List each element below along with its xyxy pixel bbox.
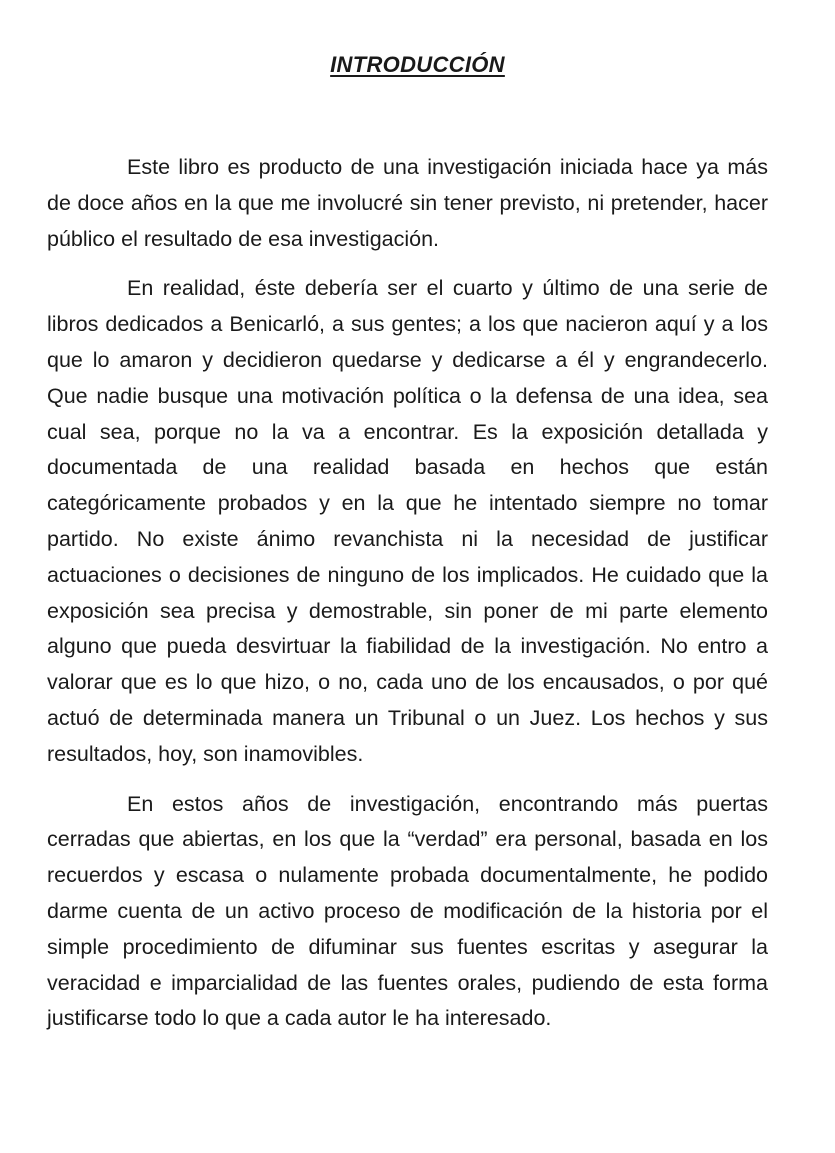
paragraph-2: En realidad, éste debería ser el cuarto y último de una serie de libros dedicados a Benicarló, a sus gentes; a los que nacieron aquí y a los que lo amaron y decidieron quedarse y dedicarse a él y engrandecerlo. Que nadie busque una motivación política o la defensa de una idea, sea cual sea, porque no la va a encontrar. Es la exposición detallada y documentada de una realidad basada en hechos que están categóricamente probados y en la que he intentado siempre no tomar partido. No existe ánimo revanchista ni la necesidad de justificar actuaciones o decisiones de ninguno de los implicados. He cuidado que la exposición sea precisa y demostrable, sin poner de mi parte elemento alguno que pueda desvirtuar la fiabilidad de la investigación. No entro a valorar que es lo que hizo, o no, cada uno de los encausados, o por qué actuó de determinada manera un Tribunal o un Juez. Los hechos y sus resultados, hoy, son inamovibles. (47, 276, 768, 766)
paragraph-1: Este libro es producto de una investigación iniciada hace ya más de doce años en la que me involucré sin tener previsto, ni pretender, hacer público el resultado de esa investigación. (47, 155, 768, 251)
page-title: INTRODUCCIÓN (330, 52, 505, 77)
paragraph-3: En estos años de investigación, encontrando más puertas cerradas que abiertas, en los que la “verdad” era personal, basada en los recuerdos y escasa o nulamente probada documentalmente, he podido darme cuenta de un activo proceso de modificación de la historia por el simple procedimiento de difuminar sus fuentes escritas y asegurar la veracidad e imparcialidad de las fuentes orales, pudiendo de esta forma justificarse todo lo que a cada autor le ha interesado. (47, 791, 768, 1031)
body-text (47, 150, 768, 1051)
